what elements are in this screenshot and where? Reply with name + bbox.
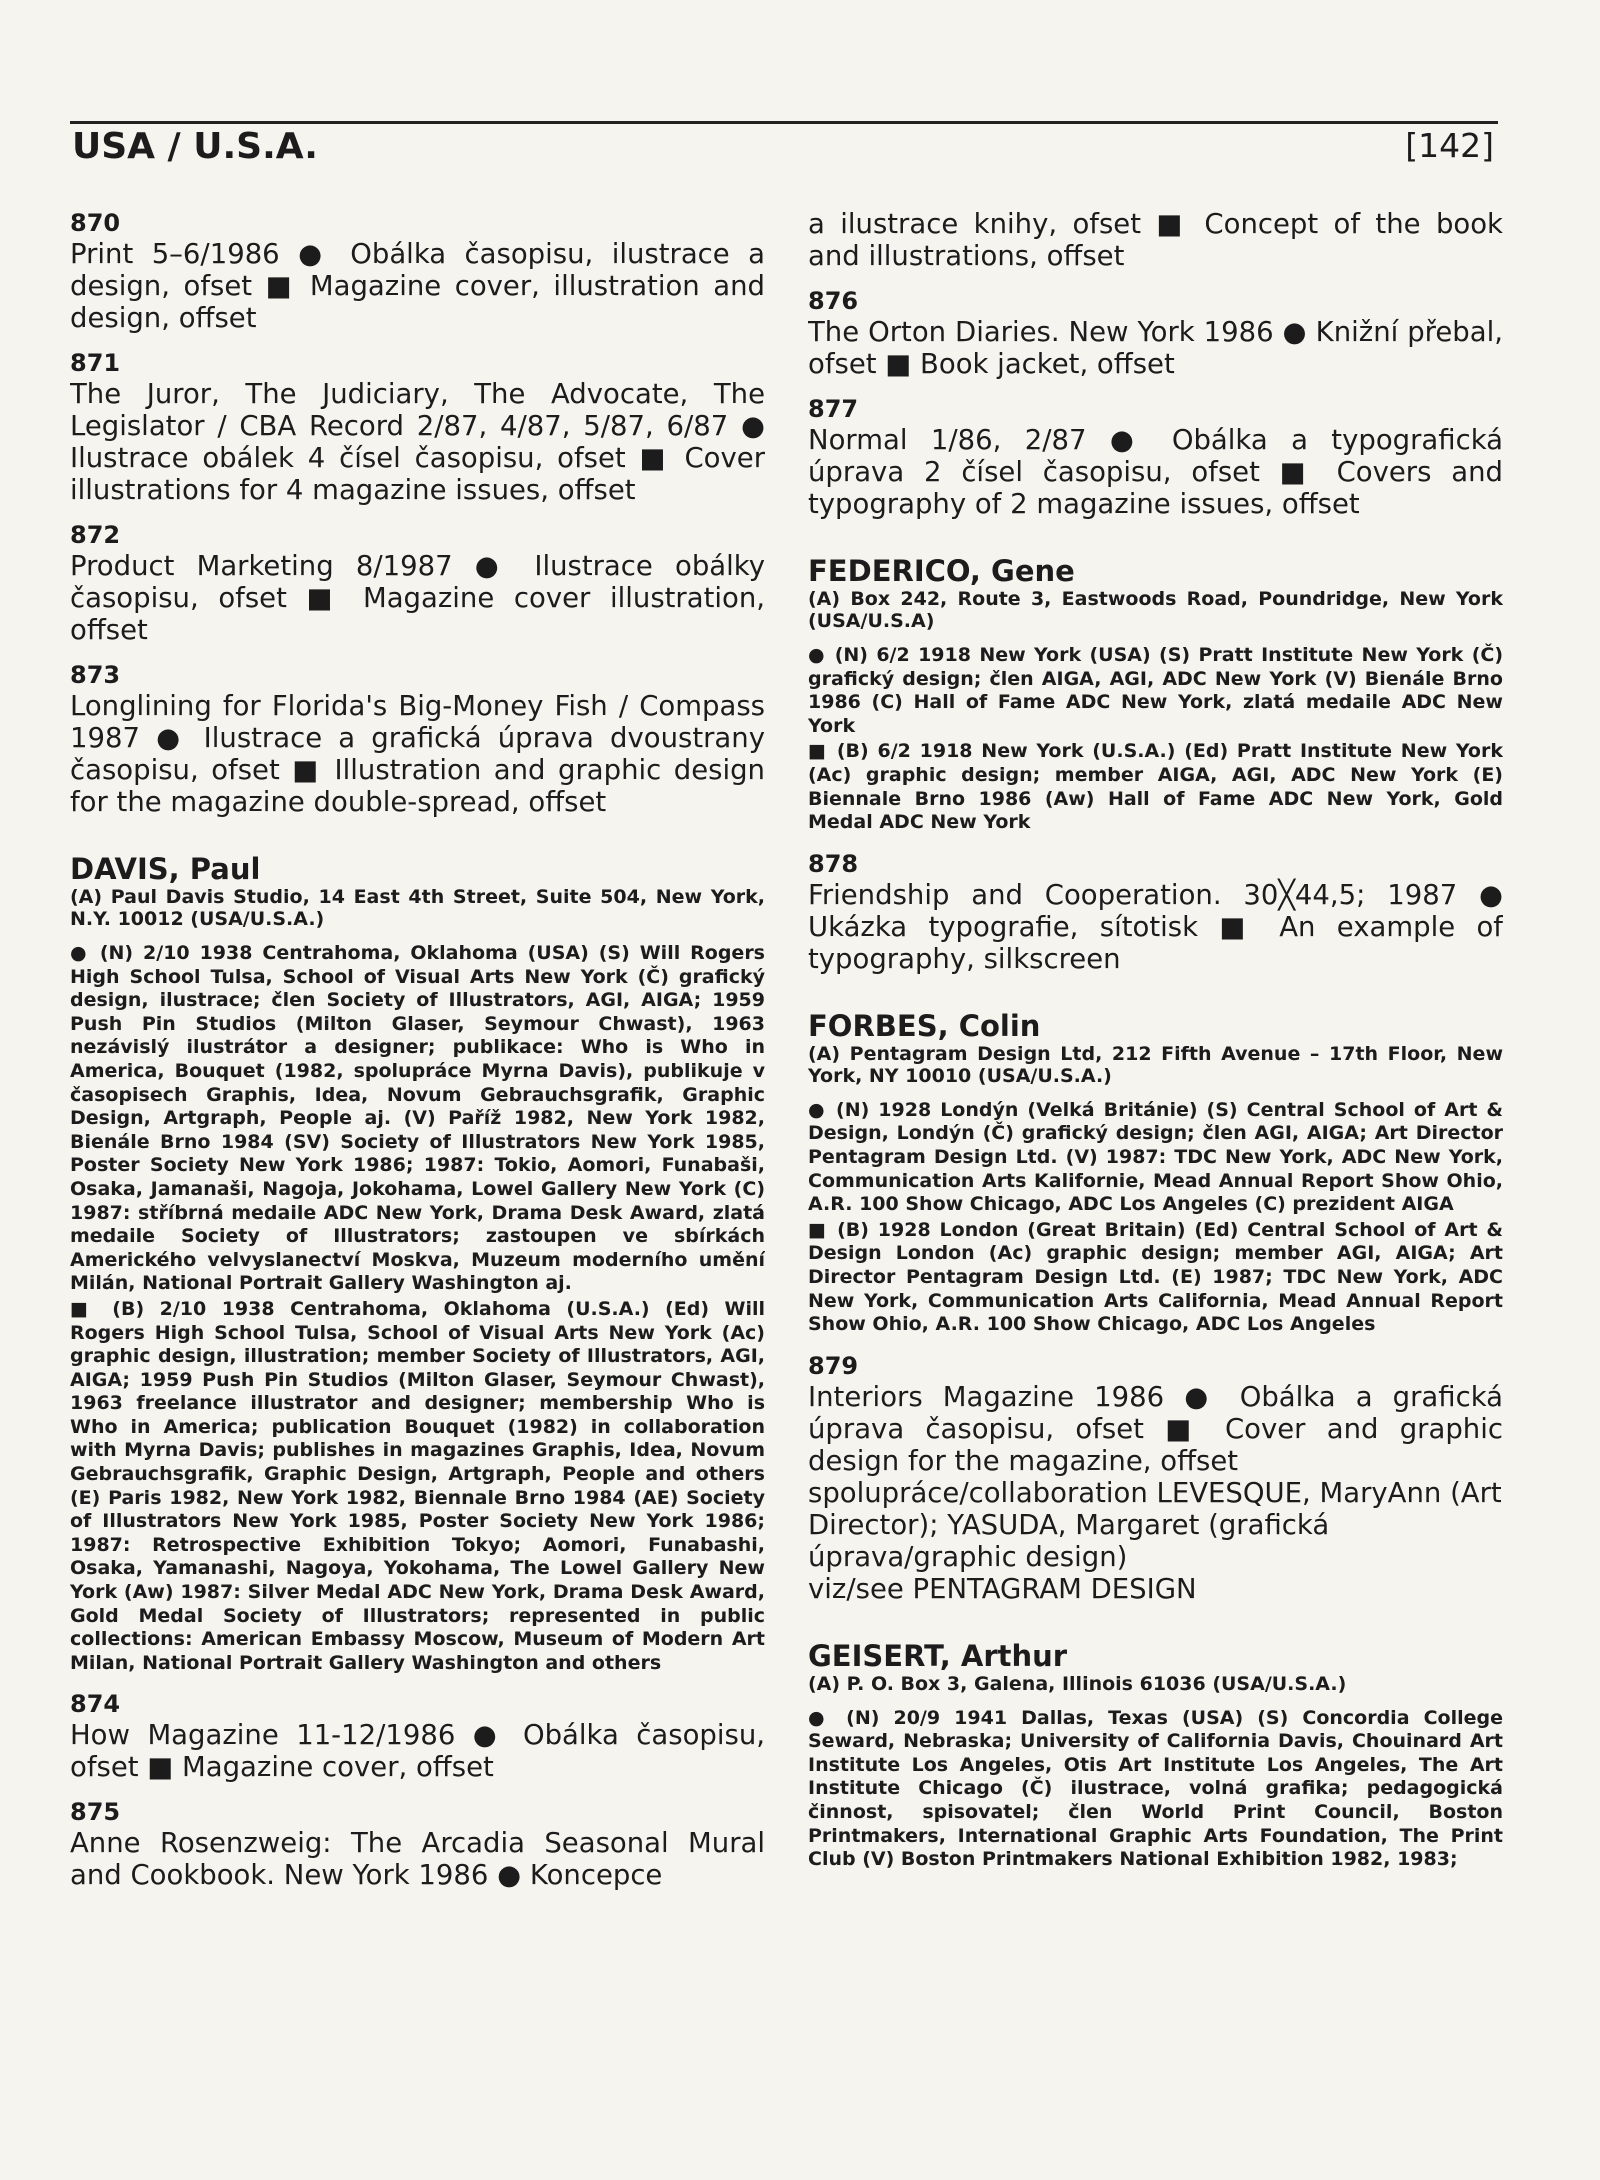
entry-871 [70,348,765,506]
artist-address: (A) Box 242, Route 3, Eastwoods Road, Poundridge, New York (USA/U.S.A) [808,588,1503,632]
entry-875 [70,1797,765,1891]
entry-text: Friendship and Cooperation. 30╳44,5; 1987 ● Ukázka typografie, sítotisk ■ An example of typography, silkscreen [808,878,1503,975]
entry-text: The Juror, The Judiciary, The Advocate, The Legislator / CBA Record 2/87, 4/87, 5/87, 6/87 ● Ilustrace obálek 4 čísel časopisu, ofset ■ Cover illustrations for 4 magazine issues, offset [70,378,765,506]
entry-text: The Orton Diaries. New York 1986 ● Knižní přebal, ofset ■ Book jacket, offset [808,316,1503,380]
entry-text: Longlining for Florida's Big-Money Fish / Compass 1987 ● Ilustrace a grafická úprava dvoustrany časopisu, ofset ■ Illustration and graphic design for the magazine double-spread, offset [70,690,765,818]
artist-bio-english: ■ (B) 6/2 1918 New York (U.S.A.) (Ed) Pratt Institute New York (Ac) graphic design; member AIGA, AGI, ADC New York (E) Biennale Brno 1986 (Aw) Hall of Fame ADC New York, Gold Medal ADC New York [808,740,1503,834]
entry-collaboration: spolupráce/collaboration LEVESQUE, MaryAnn (Art Director); YASUDA, Margaret (grafická úprava/graphic design) [808,1476,1502,1573]
entry-text: Print 5–6/1986 ● Obálka časopisu, ilustrace a design, ofset ■ Magazine cover, illustration and design, offset [70,238,765,334]
artist-name: FEDERICO, Gene [808,554,1075,588]
right-column [808,208,1503,2053]
entry-870 [70,208,765,334]
page-number: [142] [1405,126,1494,165]
artist-davis [70,852,765,1675]
left-column [70,208,765,2053]
entry-875-continued: a ilustrace knihy, ofset ■ Concept of the book and illustrations, offset [808,208,1503,272]
entry-see-also: viz/see PENTAGRAM DESIGN [808,1572,1197,1605]
artist-bio-czech: ● (N) 20/9 1941 Dallas, Texas (USA) (S) Concordia College Seward, Nebraska; University of California Davis, Chouinard Art Institute Los Angeles, Otis Art Institute Los Angeles, The Art Institute Chicago (Č) ilustrace, volná grafika; pedagogická činnost, spisovatel; člen World Print Council, Boston Printmakers, International Graphic Arts Foundation, The Print Club (V) Boston Printmakers National Exhibition 1982, 1983; [808,1706,1503,1871]
entry-876 [808,286,1503,380]
entry-number: 879 [808,1351,859,1380]
entry-878 [808,849,1503,975]
entry-872 [70,520,765,646]
entry-number: 871 [70,349,121,377]
entry-874 [70,1689,765,1783]
artist-name: FORBES, Colin [808,1008,1041,1043]
artist-geisert [808,1639,1503,1872]
artist-name: DAVIS, Paul [70,852,261,886]
artist-federico [808,554,1503,835]
entry-number: 876 [808,287,859,315]
entry-text: How Magazine 11-12/1986 ● Obálka časopisu, ofset ■ Magazine cover, offset [70,1719,765,1784]
entry-number: 875 [70,1798,121,1827]
artist-address: (A) P. O. Box 3, Galena, Illinois 61036 (USA/U.S.A.) [808,1672,1347,1695]
artist-forbes [808,1009,1503,1337]
entry-text: Product Marketing 8/1987 ● Ilustrace obálky časopisu, ofset ■ Magazine cover illustration, offset [70,550,765,646]
artist-name: GEISERT, Arthur [808,1638,1068,1673]
entry-number: 870 [70,209,121,237]
artist-bio-english: ■ (B) 2/10 1938 Centrahoma, Oklahoma (U.S.A.) (Ed) Will Rogers High School Tulsa, School of Visual Arts New York (Ac) graphic design, illustration; member Society of Illustrators, AGI, AIGA; 1959 Push Pin Studios (Milton Glaser, Seymour Chwast), 1963 freelance illustrator and designer; membership Who is Who in America; publication Bouquet (1982) in collaboration with Myrna Davis; publishes in magazines Graphis, Idea, Novum Gebrauchsgrafik, Graphic Design, Artgraph, People and others (E) Paris 1982, New York 1982, Biennale Brno 1984 (AE) Society of Illustrators New York 1985, Poster Society New York 1986; 1987: Retrospective Exhibition Tokyo; Aomori, Funabashi, Osaka, Yamanashi, Nagoya, Yokohama, The Lowel Gallery New York (Aw) 1987: Silver Medal ADC New York, Drama Desk Award, Gold Medal Society of Illustrators; represented in public collections: American Embassy Moscow, Museum of Modern Art Milan, National Portrait Gallery Washington and others [70,1297,765,1674]
entry-text: Normal 1/86, 2/87 ● Obálka a typografická úprava 2 čísel časopisu, ofset ■ Covers and typography of 2 magazine issues, offset [808,424,1503,520]
entry-text: Interiors Magazine 1986 ● Obálka a grafická úprava časopisu, ofset ■ Cover and graphic design for the magazine, offset [808,1380,1503,1477]
artist-address: (A) Paul Davis Studio, 14 East 4th Street, Suite 504, New York, N.Y. 10012 (USA/U.S.A.) [70,886,765,930]
entry-text: Anne Rosenzweig: The Arcadia Seasonal Mural and Cookbook. New York 1986 ● Koncepce [70,1827,765,1892]
artist-bio-czech: ● (N) 1928 Londýn (Velká Británie) (S) Central School of Art & Design, Londýn (Č) grafický design; člen AGI, AIGA; Art Director Pentagram Design Ltd. (V) 1987: TDC New York, ADC New York, Communication Arts Kalifornie, Mead Annual Report Show Ohio, A.R. 100 Show Chicago, ADC Los Angeles (C) prezident AIGA [808,1098,1503,1216]
entry-number: 872 [70,521,121,549]
entry-879 [808,1351,1503,1605]
entry-number: 873 [70,661,121,689]
entry-number: 874 [70,1690,121,1719]
entry-number: 877 [808,395,859,423]
artist-bio-english: ■ (B) 1928 London (Great Britain) (Ed) Central School of Art & Design London (Ac) graphic design; member AGI, AIGA; Art Director Pentagram Design Ltd. (E) 1987; TDC New York, ADC New York, Communication Arts California, Mead Annual Report Show Ohio, A.R. 100 Show Chicago, ADC Los Angeles [808,1218,1503,1336]
entry-873 [70,660,765,818]
entry-number: 878 [808,849,859,878]
artist-address: (A) Pentagram Design Ltd, 212 Fifth Avenue – 17th Floor, New York, NY 10010 (USA/U.S.A.) [808,1042,1503,1087]
header-rule [70,121,1498,124]
entry-877 [808,394,1503,520]
artist-bio-czech: ● (N) 2/10 1938 Centrahoma, Oklahoma (USA) (S) Will Rogers High School Tulsa, School of Visual Arts New York (Č) grafický design, ilustrace; člen Society of Illustrators, AGI, AIGA; 1959 Push Pin Studios (Milton Glaser, Seymour Chwast), 1963 nezávislý ilustrátor a designer; publikace: Who is Who in America, Bouquet (1982, spolupráce Myrna Davis), publikuje v časopisech Graphis, Idea, Novum Gebrauchsgrafik, Graphic Design, Artgraph, People aj. (V) Paříž 1982, New York 1982, Bienále Brno 1984 (SV) Society of Illustrators New York 1985, Poster Society New York 1986; 1987: Tokio, Aomori, Funabaši, Osaka, Jamanaši, Nagoja, Jokohama, Lowel Gallery New York (C) 1987: stříbrná medaile ADC New York, Drama Desk Award, zlatá medaile Society of Illustrators; zastoupen ve sbírkách Amerického velvyslanectví Moskva, Muzeum moderního umění Milán, National Portrait Gallery Washington aj. [70,942,765,1295]
artist-bio-czech: ● (N) 6/2 1918 New York (USA) (S) Pratt Institute New York (Č) grafický design; člen AIGA, AGI, ADC New York (V) Bienále Brno 1986 (C) Hall of Fame ADC New York, zlatá medaile ADC New York [808,644,1503,737]
page-title: USA / U.S.A. [72,126,318,167]
